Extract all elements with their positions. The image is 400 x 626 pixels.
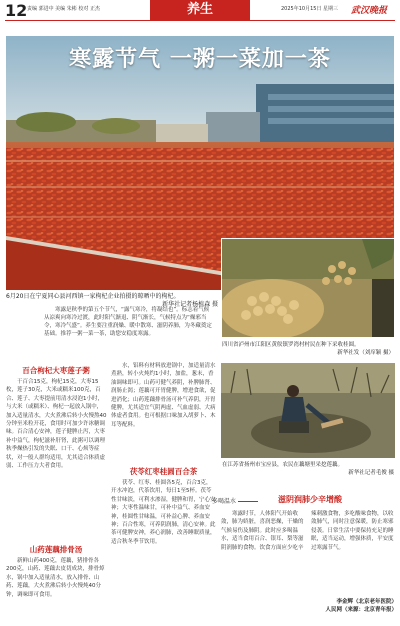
lead-paragraph: 寒露是秋季的第五个节气，“露气寒冷，将凝结也”。标志着气候从凉爽向寒冷过渡，此时阳气渐退、阴气渐长，气候特点为“燥邪当令，寒冷气盛”。养生要注重润燥、暖中散寒、滋阴养肺，为冬藏奠定基础。推荐一粥一菜一茶，助您安稳度寒露。	[44, 307, 212, 337]
newspaper-logo: 武汉晚报	[351, 6, 388, 16]
tips-tag-text: 多喝温水	[212, 498, 237, 505]
porridge-body: 干百合15克，枸杞15克，大枣15枚，莲子30克，大米或糯米100克，百合、莲子、大枣提前用清水浸泡1小时，与大米（或糯米）、枸杞一起放入锅中，加入适量清水，大火煮沸后转小火慢熬40分钟至米粒开花，食用时可加少许冰糖调味。百合清心安神，莲子健脾止泻，大枣补中益气，枸杞滋补肝肾，此粥可以调理秋季燥热引发的失眠、口干、心烦等症状，对一般人群均适用，尤其适合体质虚弱、工作压力大者食用。	[6, 379, 107, 470]
lotus-harvest-illustration	[221, 363, 395, 458]
subheading-porridge: 百合枸杞大枣莲子粥	[22, 366, 90, 375]
lotus-credit: 新华社记者毛俊 摄	[348, 470, 394, 476]
author-source: 人民网（来源：北京青年报）	[325, 607, 397, 613]
longan-credit: 新华社发（刘庠颖 摄）	[337, 350, 394, 356]
longan-caption-text: 四川省泸州市江阳区黄舣镇罗湾村村民在种下采收桂圆。	[222, 342, 360, 348]
lotus-caption	[222, 461, 394, 477]
editor-credits: 责编 郭进中 美编 朱彬 校对 正杰	[27, 6, 100, 12]
longan-harvest-illustration	[222, 239, 395, 338]
tips-title: 滋阴润肺少辛增酸	[278, 495, 342, 504]
soup-body-continued: 水，铝料有材料放进锅中，加适量清水煮熟，转小火炖约1小时，加盐，葱末，香油调味即可。山药可健气养阴，补脾肺肾、润肠止渴；莲藕可开胃健脾，增进食欲，促进消化；山药莲藕排骨汤可补气养阴，开胃健脾，尤其适宜气阴两虚、气血虚弱、大病体虚者食用。也可根据口味加入胡萝卜、木耳等配料。	[111, 363, 216, 428]
longan-caption	[222, 341, 394, 357]
subheading-soup: 山药莲藕排骨汤	[29, 545, 83, 554]
tips-body: 寒露时节，人体阳气开始收敛，肺为娇脏，喜润恶燥，干燥的气候易伤及肺阴。此时应多喝温水，适当食用百合、银耳、梨等滋阴润肺的食物。饮食方面应少吃辛辣刺激食物，多吃酸味食物，以收敛肺气，同时注意保暖，防止寒邪侵袭。日常生活中要保持充足的睡眠，适当运动，增强体质，平安度过寒露节气。	[221, 511, 394, 551]
hero-credit: 新华社记者杨植森 摄	[162, 301, 218, 308]
section-title: 养生	[150, 0, 250, 20]
soup-body: 新鲜山药400克，莲藕，猪排骨各200克，山药、莲藕去皮切成块，排骨焯水，锅中加入适量清水，放入排骨、山药、莲藕，大火煮沸后转小火慢炖40分钟，调味即可食用。	[6, 558, 105, 598]
lotus-root-photo	[221, 363, 395, 458]
header-rule	[5, 20, 395, 21]
article-title: 寒露节气 一粥一菜加一茶	[69, 46, 331, 72]
page-header	[0, 0, 400, 20]
subheading-tea: 茯苓红枣桂圆百合茶	[129, 467, 198, 476]
tag-rule	[238, 501, 258, 502]
hero-caption-text: 6月20日在宁夏同心县河西镇一家枸杞企业拍摄的晾晒中的枸杞。	[6, 293, 180, 300]
author-block	[287, 598, 397, 614]
tips-heading	[212, 494, 396, 506]
issue-date: 2025年10月15日 星期三	[281, 6, 339, 12]
lotus-caption-text: 在江苏省扬州市宝应县，农民在藕塘里采挖莲藕。	[222, 462, 344, 468]
tips-tag	[212, 496, 258, 505]
longan-photo	[221, 238, 395, 338]
tea-body: 茯苓、红枣、桂圆各5克，百合3克，开水冲泡，代茶饮用，每日1至5杯。茯苓性甘味淡，可利水渗湿，健脾和胃，宁心安神；大枣性温味甘，可补中益气、养血安神，桂圆性甘味温，可补益心脾、养血安神；百合性寒，可养阴润肺，清心安神。此茶可健脾安神，养心润肺，改善睡眠质量，适合秋冬季节饮用。	[111, 480, 216, 545]
page-number: 12	[5, 1, 28, 20]
author-name: 李金辉（北京老年医院）	[336, 599, 397, 605]
